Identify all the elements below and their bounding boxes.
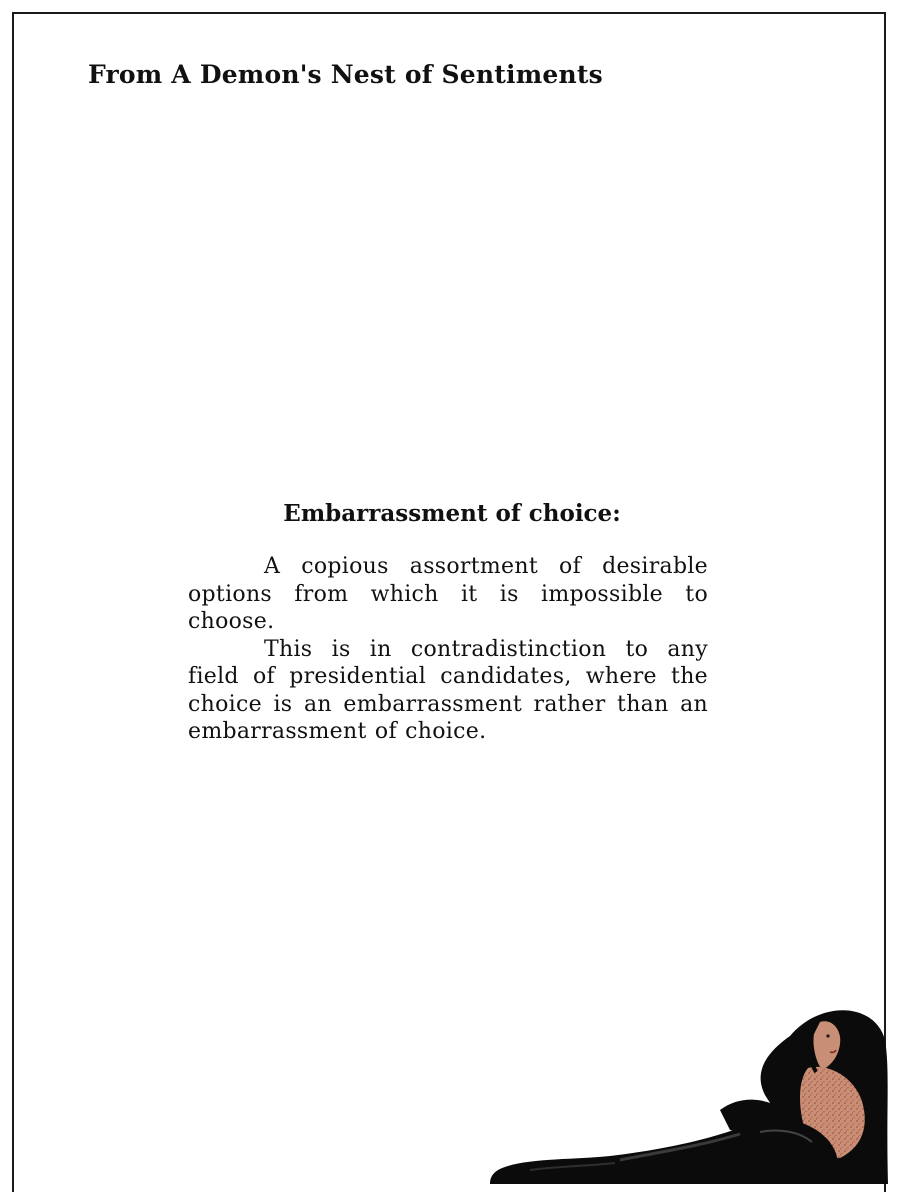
entry-term: Embarrassment of choice: bbox=[283, 500, 621, 527]
entry-definition: A copious assortment of desirable options from which it is impossible to choose. bbox=[188, 554, 708, 634]
page-header-title: From A Demon's Nest of Sentiments bbox=[88, 60, 603, 89]
reclining-demon-figure-icon bbox=[490, 1000, 890, 1184]
dictionary-entry bbox=[188, 500, 708, 746]
entry-commentary: This is in contradistinction to any field of presidential candidates, where the choice is an embarrassment rather than an embarrassment of choice. bbox=[188, 636, 708, 744]
